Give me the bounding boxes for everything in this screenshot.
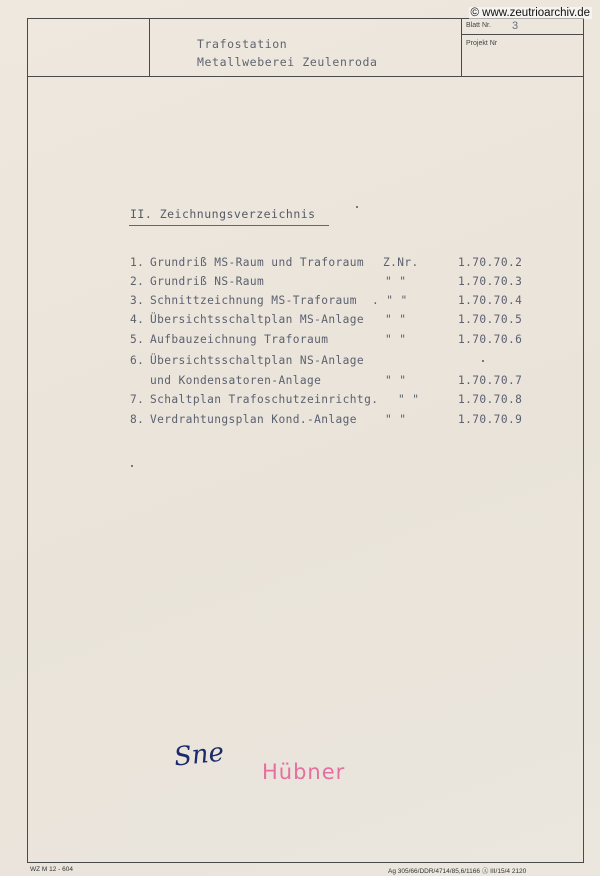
footer-form-number: WZ M 12 - 604: [30, 866, 73, 873]
section-heading: II. Zeichnungsverzeichnis: [130, 207, 316, 221]
item-code: 1.70.70.4: [458, 294, 523, 307]
list-item: [0, 294, 600, 310]
list-item: [0, 275, 600, 291]
item-ditto: " ": [398, 393, 420, 406]
item-title: Schnittzeichnung MS-Traforaum: [150, 294, 357, 307]
item-number: 3.: [130, 294, 145, 307]
title-block-separator-right: [461, 18, 462, 76]
item-title: Grundriß MS-Raum und Traforaum: [150, 256, 365, 269]
footer-print-code: Ag 305/66/DDR/4714/85,6/1166 Ⓐ III/15/4 2120: [388, 868, 527, 875]
item-number: 6.: [130, 354, 145, 367]
item-code: 1.70.70.8: [458, 393, 523, 406]
heading-underline: [129, 225, 329, 226]
item-ditto: " ": [385, 313, 407, 326]
list-item: [0, 313, 600, 329]
blatt-number: 3: [512, 20, 519, 32]
item-number: 5.: [130, 333, 145, 346]
item-ditto: " ": [385, 275, 407, 288]
item-title: Übersichtsschaltplan NS-Anlage: [150, 354, 365, 367]
watermark: © www.zeutrioarchiv.de: [470, 7, 590, 19]
item-ditto: " ": [385, 333, 407, 346]
item-number: 1.: [130, 256, 145, 269]
paper-speck: [482, 360, 484, 362]
item-code: 1.70.70.3: [458, 275, 523, 288]
paper-speck: [131, 465, 133, 467]
list-item: [0, 354, 600, 370]
title-block-separator-left: [149, 18, 150, 76]
item-code: 1.70.70.5: [458, 313, 523, 326]
item-ditto: . " ": [372, 294, 408, 307]
item-code: 1.70.70.7: [458, 374, 523, 387]
blatt-projekt-divider: [461, 34, 584, 35]
drawing-frame: [27, 18, 584, 863]
item-code: 1.70.70.9: [458, 413, 523, 426]
handwritten-name: Hübner: [262, 760, 346, 784]
item-code: 1.70.70.2: [458, 256, 523, 269]
item-number: 2.: [130, 275, 145, 288]
list-item: [0, 256, 600, 272]
title-block-divider: [27, 76, 584, 77]
document-title: Trafostation: [197, 37, 288, 51]
blatt-label: Blatt Nr.: [466, 22, 491, 29]
item-title: Übersichtsschaltplan MS-Anlage: [150, 313, 365, 326]
handwritten-initials: Sne: [172, 737, 226, 773]
item-code: 1.70.70.6: [458, 333, 523, 346]
item-number: 8.: [130, 413, 145, 426]
item-title: Grundriß NS-Raum: [150, 275, 265, 288]
item-title: Verdrahtungsplan Kond.-Anlage: [150, 413, 357, 426]
item-number: 4.: [130, 313, 145, 326]
list-item: [0, 393, 600, 409]
item-ditto: " ": [385, 413, 407, 426]
list-item: [0, 374, 600, 390]
document-subtitle: Metallweberei Zeulenroda: [197, 55, 378, 69]
item-znr: Z.Nr.: [383, 256, 419, 269]
item-ditto: " ": [385, 374, 407, 387]
item-title: Schaltplan Trafoschutzeinrichtg.: [150, 393, 379, 406]
projekt-label: Projekt Nr: [466, 40, 498, 47]
item-title: Aufbauzeichnung Traforaum: [150, 333, 329, 346]
list-item: [0, 333, 600, 349]
item-title: und Kondensatoren-Anlage: [150, 374, 322, 387]
paper-speck: [356, 206, 358, 208]
list-item: [0, 413, 600, 429]
item-number: 7.: [130, 393, 145, 406]
